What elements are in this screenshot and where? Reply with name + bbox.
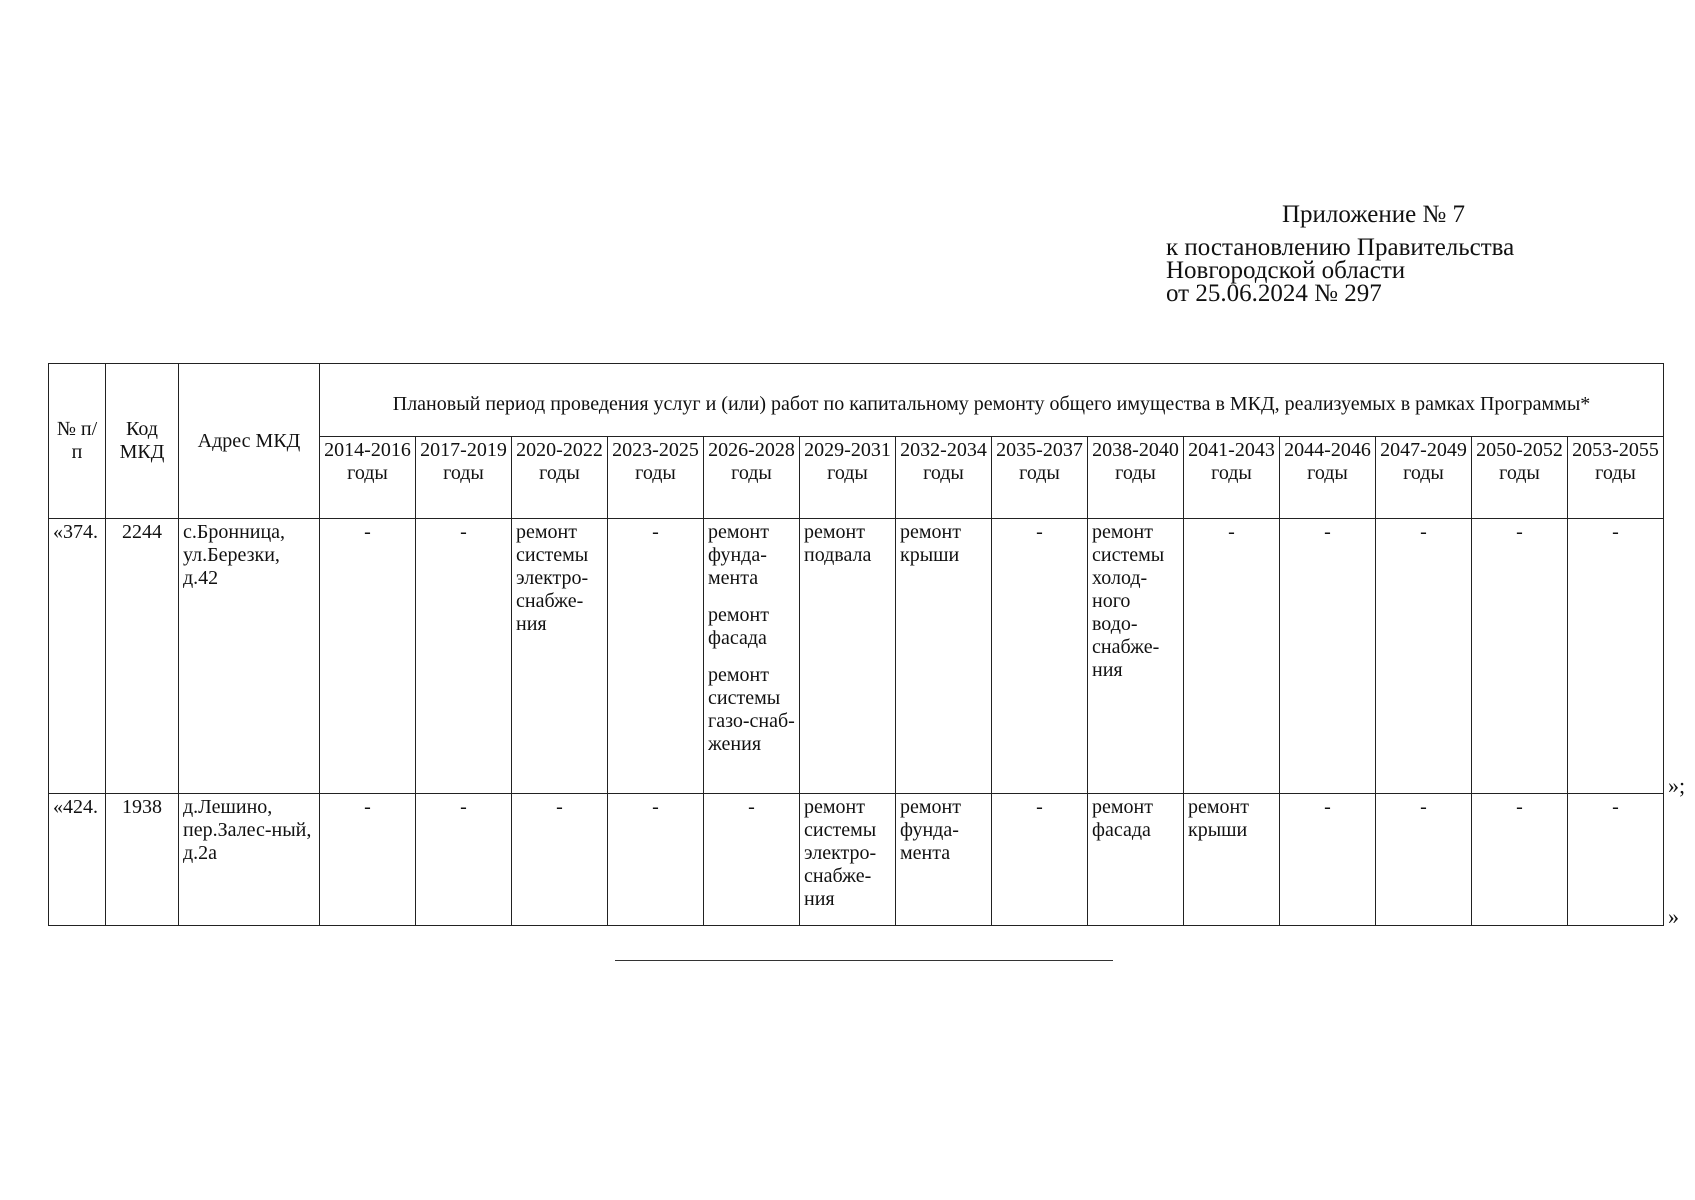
period-cell xyxy=(800,794,896,926)
no-work-dash: - xyxy=(460,796,467,818)
no-work-dash: - xyxy=(364,521,371,543)
no-work-dash: - xyxy=(652,796,659,818)
work-item: ремонт крыши xyxy=(1188,796,1249,841)
period-cell xyxy=(320,794,416,926)
period-cell xyxy=(1472,519,1568,794)
period-cell xyxy=(992,519,1088,794)
period-header: 2053-2055 годы xyxy=(1568,437,1664,519)
period-header: 2014-2016 годы xyxy=(320,437,416,519)
header-address: Адрес МКД xyxy=(179,364,320,519)
appendix-title: Приложение № 7 xyxy=(1282,201,1466,228)
table-row xyxy=(49,794,1664,926)
no-work-dash: - xyxy=(1036,521,1043,543)
period-header: 2026-2028 годы xyxy=(704,437,800,519)
period-header: 2023-2025 годы xyxy=(608,437,704,519)
row-number: «424. xyxy=(49,794,106,926)
header-code: Код МКД xyxy=(106,364,179,519)
no-work-dash: - xyxy=(748,796,755,818)
no-work-dash: - xyxy=(556,796,563,818)
work-item: ремонт фунда-мента xyxy=(900,796,961,864)
period-cell xyxy=(1568,794,1664,926)
work-item: ремонт крыши xyxy=(900,521,961,566)
period-header: 2041-2043 годы xyxy=(1184,437,1280,519)
period-cell xyxy=(1568,519,1664,794)
period-cell xyxy=(1376,794,1472,926)
closing-rule xyxy=(615,960,1113,961)
work-item: ремонт системы электро-снабже-ния xyxy=(516,521,589,635)
work-item: ремонт фасада xyxy=(1092,796,1153,841)
repair-plan-table xyxy=(48,363,1664,926)
row-tail-2: » xyxy=(1668,904,1679,929)
period-cell xyxy=(512,794,608,926)
appendix-line-3: от 25.06.2024 № 297 xyxy=(1166,280,1382,307)
period-cell xyxy=(1472,794,1568,926)
no-work-dash: - xyxy=(460,521,467,543)
period-cell xyxy=(896,794,992,926)
appendix-line-1: к постановлению Правительства xyxy=(1166,234,1515,261)
row-code: 1938 xyxy=(106,794,179,926)
period-header: 2035-2037 годы xyxy=(992,437,1088,519)
period-cell xyxy=(1184,519,1280,794)
work-item: ремонт системы газо-снаб-жения xyxy=(708,664,795,755)
period-header: 2050-2052 годы xyxy=(1472,437,1568,519)
no-work-dash: - xyxy=(1516,521,1523,543)
period-header: 2044-2046 годы xyxy=(1280,437,1376,519)
no-work-dash: - xyxy=(1036,796,1043,818)
period-cell xyxy=(1184,794,1280,926)
no-work-dash: - xyxy=(1420,521,1427,543)
period-cell xyxy=(992,794,1088,926)
period-header: 2032-2034 годы xyxy=(896,437,992,519)
work-item: ремонт подвала xyxy=(804,521,872,566)
period-cell xyxy=(800,519,896,794)
no-work-dash: - xyxy=(1420,796,1427,818)
period-cell xyxy=(512,519,608,794)
no-work-dash: - xyxy=(652,521,659,543)
row-tail-1: »; xyxy=(1668,773,1686,798)
period-header: 2020-2022 годы xyxy=(512,437,608,519)
period-cell xyxy=(704,519,800,794)
work-item: ремонт фасада xyxy=(708,604,769,649)
table-body xyxy=(49,519,1664,926)
work-item: ремонт фунда-мента xyxy=(708,521,769,589)
no-work-dash: - xyxy=(1612,796,1619,818)
no-work-dash: - xyxy=(1228,521,1235,543)
work-item: ремонт системы холод-ного водо-снабже-ния xyxy=(1092,521,1165,681)
row-number: «374. xyxy=(49,519,106,794)
period-cell xyxy=(1280,519,1376,794)
row-code: 2244 xyxy=(106,519,179,794)
row-address: д.Лешино, пер.Залес-ный, д.2а xyxy=(179,794,320,926)
period-header: 2047-2049 годы xyxy=(1376,437,1472,519)
header-no: № п/п xyxy=(49,364,106,519)
row-address: с.Бронница, ул.Березки, д.42 xyxy=(179,519,320,794)
period-cell xyxy=(416,794,512,926)
period-cell xyxy=(704,794,800,926)
header-period-caption: Плановый период проведения услуг и (или) работ по капитальному ремонту общего имущества в МКД, реализуемых в рамках Программы* xyxy=(320,364,1664,437)
no-work-dash: - xyxy=(1612,521,1619,543)
appendix-block xyxy=(1166,200,1586,305)
work-item: ремонт системы электро-снабже-ния xyxy=(804,796,877,910)
period-cell xyxy=(896,519,992,794)
period-cell xyxy=(1088,519,1184,794)
period-cell xyxy=(608,519,704,794)
no-work-dash: - xyxy=(1516,796,1523,818)
period-cell xyxy=(1088,794,1184,926)
period-cell xyxy=(608,794,704,926)
period-header: 2029-2031 годы xyxy=(800,437,896,519)
period-header: 2038-2040 годы xyxy=(1088,437,1184,519)
no-work-dash: - xyxy=(364,796,371,818)
appendix-line-2: Новгородской области xyxy=(1166,257,1406,284)
period-header: 2017-2019 годы xyxy=(416,437,512,519)
no-work-dash: - xyxy=(1324,796,1331,818)
no-work-dash: - xyxy=(1324,521,1331,543)
period-cell xyxy=(320,519,416,794)
period-cell xyxy=(1280,794,1376,926)
period-cell xyxy=(416,519,512,794)
period-cell xyxy=(1376,519,1472,794)
table-row xyxy=(49,519,1664,794)
